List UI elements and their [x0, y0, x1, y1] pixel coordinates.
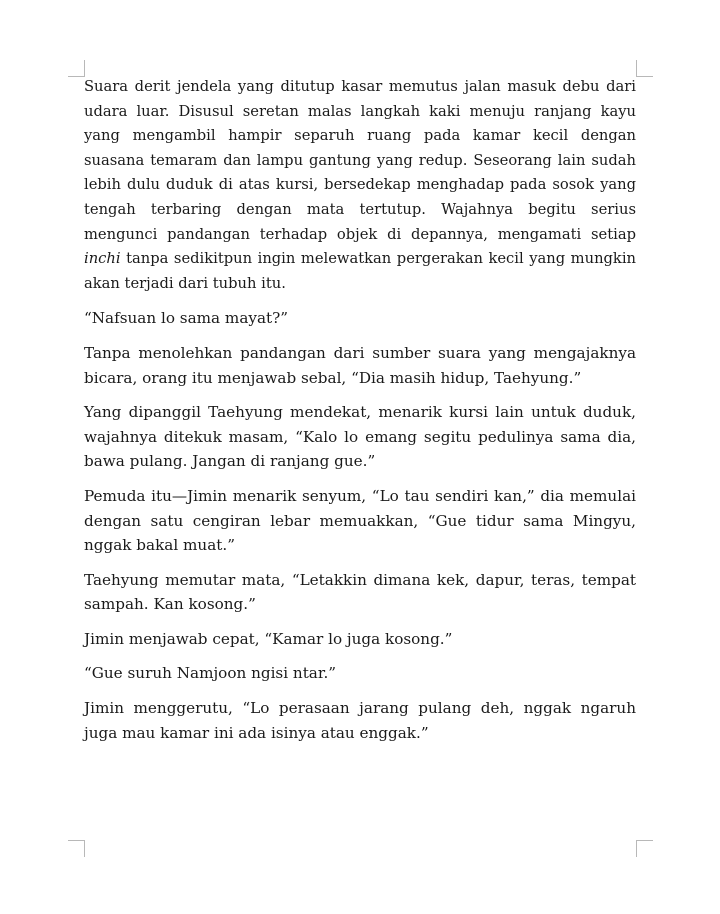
paragraph: Taehyung memutar mata, “Letakkin dimana kek, dapur, teras, tempat sampah. Kan kosong.”: [84, 570, 636, 614]
document-body: [84, 75, 636, 755]
paragraph-text: tanpa sedikitpun ingin melewatkan pergerakan kecil yang mungkin akan terjadi dari tubuh itu.: [84, 250, 636, 292]
paragraph: “Gue suruh Namjoon ngisi ntar.”: [84, 664, 337, 683]
paragraph: Tanpa menolehkan pandangan dari sumber suara yang mengajaknya bicara, orang itu menjawab sebal, “Dia masih hidup, Taehyung.”: [84, 343, 636, 387]
paragraph: “Nafsuan lo sama mayat?”: [84, 309, 289, 328]
page-corner-mark-bottom-right: [636, 840, 653, 857]
paragraph: [84, 75, 636, 296]
paragraph: Jimin menggerutu, “Lo perasaan jarang pulang deh, nggak ngaruh juga mau kamar ini ada isinya atau enggak.”: [84, 699, 636, 742]
italic-text: inchi: [84, 250, 121, 268]
paragraph: Jimin menjawab cepat, “Kamar lo juga kosong.”: [84, 629, 453, 648]
page-corner-mark-top-right: [636, 60, 653, 77]
paragraph-text: Suara derit jendela yang ditutup kasar memutus jalan masuk debu dari udara luar. Disusul seretan malas langkah kaki menuju ranjang kayu yang mengambil hampir separuh ruang pada kamar kecil dengan suasana temaram dan lampu gantung yang redup. Seseorang lain sudah lebih dulu duduk di atas kursi, bersedekap menghadap pada sosok yang tengah terbaring dengan mata tertutup. Wajahnya begitu serius mengunci pandangan terhadap objek di depannya, mengamati setiap: [84, 78, 636, 243]
paragraph: Yang dipanggil Taehyung mendekat, menarik kursi lain untuk duduk, wajahnya ditekuk masam, “Kalo lo emang segitu pedulinya sama dia, bawa pulang. Jangan di ranjang gue.”: [84, 403, 636, 471]
paragraph: Pemuda itu—Jimin menarik senyum, “Lo tau sendiri kan,” dia memulai dengan satu cengiran lebar memuakkan, “Gue tidur sama Mingyu, nggak bakal muat.”: [84, 486, 636, 555]
page-corner-mark-top-left: [68, 60, 85, 77]
page-corner-mark-bottom-left: [68, 840, 85, 857]
